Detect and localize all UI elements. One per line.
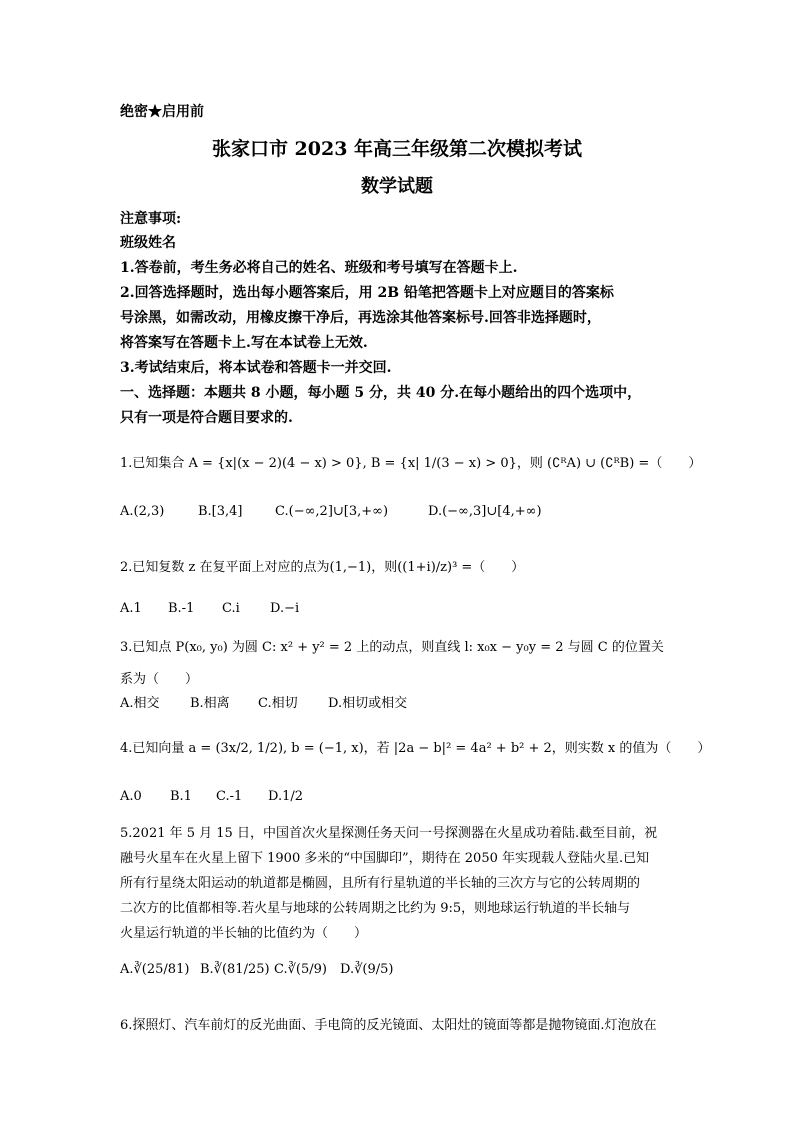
question-5-line-5: 火星运行轨道的半长轴的比值约为（ ）	[120, 926, 368, 941]
question-3-option-c: C.相切	[258, 696, 298, 711]
question-2-stem: 2.已知复数 z 在复平面上对应的点为(1,−1)，则((1+i)/z)³ =（ ）	[120, 560, 525, 575]
question-5-option-a: A.∛(25/81)	[120, 962, 190, 977]
notice-item-3: 3.考试结束后，将本试卷和答题卡一并交回.	[120, 360, 392, 376]
notice-item-2-line-1: 2.回答选择题时，选出每小题答案后，用 2B 铅笔把答题卡上对应题目的答案标	[120, 285, 614, 301]
question-5-option-d: D.∛(9/5)	[340, 962, 394, 977]
question-1-option-c: C.(−∞,2]∪[3,+∞)	[275, 504, 389, 519]
question-3-option-d: D.相切或相交	[328, 696, 408, 711]
question-1-option-a: A.(2,3)	[120, 504, 165, 519]
confidential-mark: 绝密★启用前	[120, 104, 204, 120]
question-1-option-b: B.[3,4]	[198, 504, 243, 519]
question-1-option-d: D.(−∞,3]∪[4,+∞)	[428, 504, 542, 519]
question-5-line-1: 5.2021 年 5 月 15 日，中国首次火星探测任务天问一号探测器在火星成功着陆.截至目前，祝	[120, 826, 658, 841]
question-6-line-1: 6.探照灯、汽车前灯的反光曲面、手电筒的反光镜面、太阳灶的镜面等都是抛物镜面.灯泡放在	[120, 1018, 657, 1033]
question-5-line-3: 所有行星绕太阳运动的轨道都是椭圆，且所有行星轨道的半长轴的三次方与它的公转周期的	[120, 876, 641, 891]
question-2-option-d: D.−i	[270, 601, 300, 616]
notice-item-2-line-3: 将答案写在答题卡上.写在本试卷上无效.	[120, 335, 368, 351]
exam-subject: 数学试题	[361, 176, 433, 197]
question-2-option-b: B.-1	[168, 601, 195, 616]
question-4-option-d: D.1/2	[268, 789, 304, 804]
question-4-option-c: C.-1	[216, 789, 243, 804]
question-3-option-b: B.相离	[190, 696, 230, 711]
notice-item-1: 1.答卷前，考生务必将自己的姓名、班级和考号填写在答题卡上.	[120, 260, 518, 276]
question-4-option-b: B.1	[170, 789, 192, 804]
question-5-line-2: 融号火星车在火星上留下 1900 多米的“中国脚印”，期待在 2050 年实现载人登陆火星.已知	[120, 851, 650, 866]
question-5-option-c: C.∛(5/9)	[274, 962, 327, 977]
notice-item-2-line-2: 号涂黑，如需改动，用橡皮擦干净后，再选涂其他答案标号.回答非选择题时，	[120, 310, 601, 326]
notice-heading: 注意事项:	[120, 211, 182, 227]
question-2-option-a: A.1	[120, 601, 142, 616]
question-5-option-b: B.∛(81/25)	[200, 962, 270, 977]
section-heading-line-2: 只有一项是符合题目要求的.	[120, 410, 293, 426]
question-3-line-1: 3.已知点 P(x₀, y₀) 为圆 C: x² + y² = 2 上的动点，则直线 l: x₀x − y₀y = 2 与圆 C 的位置关	[120, 640, 664, 655]
question-3-option-a: A.相交	[120, 696, 160, 711]
section-heading-line-1: 一、选择题：本题共 8 小题，每小题 5 分，共 40 分.在每小题给出的四个选项中，	[120, 385, 642, 401]
question-5-line-4: 二次方的比值都相等.若火星与地球的公转周期之比约为 9:5，则地球运行轨道的半长轴与	[120, 901, 631, 916]
question-4-stem: 4.已知向量 a = (3x/2, 1/2), b = (−1, x)，若 |2a − b|² = 4a² + b² + 2，则实数 x 的值为（ ）	[120, 741, 711, 756]
question-2-option-c: C.i	[222, 601, 240, 616]
class-name-label: 班级姓名	[120, 235, 176, 251]
question-4-option-a: A.0	[120, 789, 142, 804]
question-1-stem: 1.已知集合 A = {x|(x − 2)(4 − x) > 0}, B = {x| 1/(3 − x) > 0}，则 (∁ᴿA) ∪ (∁ᴿB) =（ ）	[120, 456, 702, 471]
exam-title: 张家口市 2023 年高三年级第二次模拟考试	[211, 138, 583, 160]
question-3-line-2: 系为（ ）	[120, 672, 199, 687]
